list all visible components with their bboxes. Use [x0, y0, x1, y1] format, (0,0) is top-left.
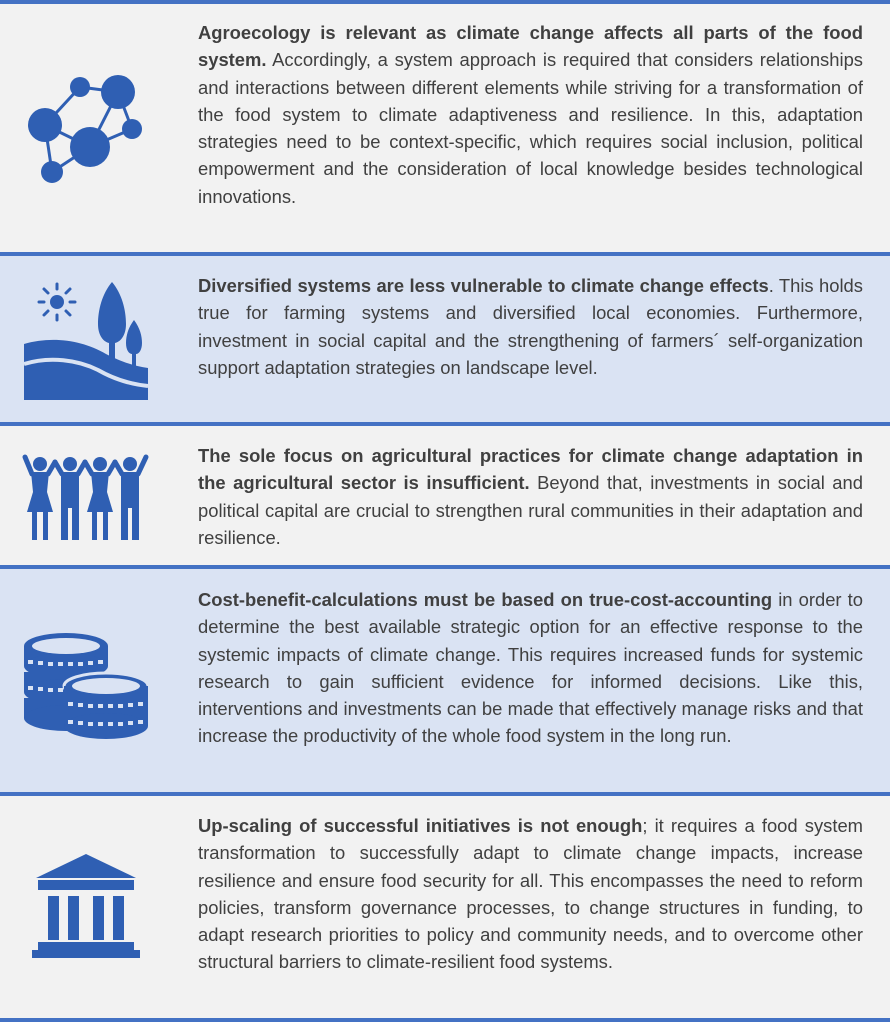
network-icon — [20, 72, 150, 187]
section-body: in order to determine the best available strategic option for an effective response to the systemic impacts of climate change. This requires increased funds for systemic research to gain sufficient evidence for informed decisions. Like this, interventions and investments can be made that effectively manage risks and that increase the productivity of the whole food system in the long run. — [198, 589, 863, 747]
section-body: ; it requires a food system transformation to successfully adapt to climate change impacts, increase resilience and ensure food security for all. This encompasses the need to reform policies, transform governance processes, to change structures in funding, to adapt research priorities to policy and community needs, and to overcome other structural barriers to climate-resilient food systems. — [198, 815, 863, 973]
community-icon — [20, 452, 152, 544]
section-text — [198, 442, 863, 551]
section-heading: Agroecology is relevant as climate change affects all parts of the food system. — [198, 22, 863, 71]
coins-icon — [22, 632, 152, 740]
section-text — [198, 19, 863, 210]
divider — [0, 1018, 890, 1022]
section-text — [198, 812, 863, 976]
divider — [0, 0, 890, 4]
section-body: Accordingly, a system approach is required that considers relationships and interactions between different elements while striving for a transformation of the food system to climate adaptiveness and resilience. In this, adaptation strategies need to be context-specific, which requires social inclusion, political empowerment and the consideration of local knowledge besides technological innovations. — [198, 49, 863, 207]
section-heading: Up-scaling of successful initiatives is not enough — [198, 815, 643, 836]
section-heading: Cost-benefit-calculations must be based on true-cost-accounting — [198, 589, 773, 610]
section-body: Beyond that, investments in social and political capital are crucial to strengthen rural communities in their adaptation and resilience. — [198, 472, 863, 548]
institution-icon — [30, 852, 142, 960]
landscape-icon — [22, 280, 152, 402]
section-text — [198, 586, 863, 750]
section-heading: The sole focus on agricultural practices for climate change adaptation in the agricultural sector is insufficient. — [198, 445, 863, 494]
section-text — [198, 272, 863, 381]
section-body: . This holds true for farming systems and diversified local economies. Furthermore, investment in social capital and the strengthening of farmers´ self-organization support adaptation strategies on landscape level. — [198, 275, 863, 378]
section-heading: Diversified systems are less vulnerable to climate change effects — [198, 275, 769, 296]
